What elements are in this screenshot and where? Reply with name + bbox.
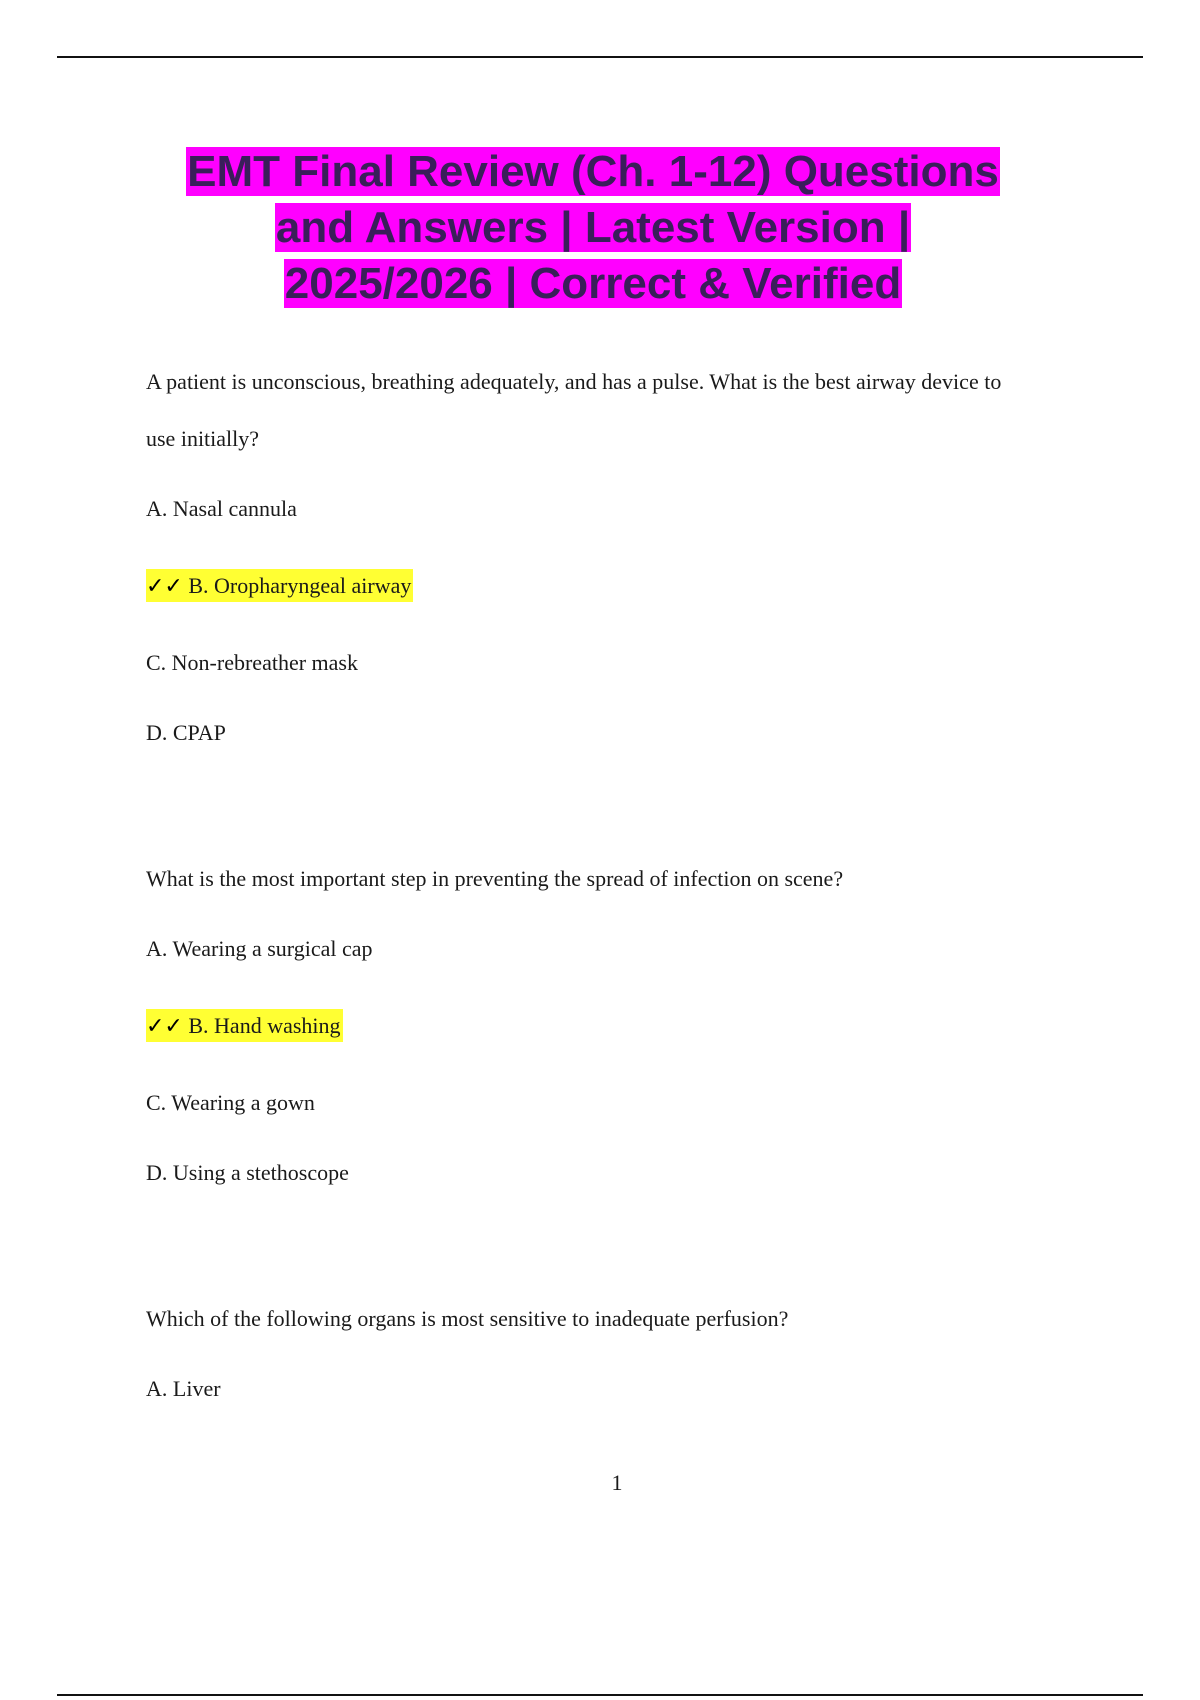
correct-answer-highlight — [146, 1009, 343, 1042]
question-prompt: A patient is unconscious, breathing adequately, and has a pulse. What is the best airway device to — [146, 369, 1002, 394]
correct-answer-highlight — [146, 569, 413, 602]
answer-option: C. Wearing a gown — [146, 1090, 315, 1115]
answer-option: A. Nasal cannula — [146, 496, 297, 521]
answer-option: D. CPAP — [146, 720, 226, 745]
answer-option-label: B. Oropharyngeal airway — [188, 573, 412, 598]
answer-option: C. Non-rebreather mask — [146, 650, 358, 675]
question-prompt: Which of the following organs is most sensitive to inadequate perfusion? — [146, 1306, 789, 1331]
question-prompt: What is the most important step in preventing the spread of infection on scene? — [146, 866, 844, 891]
answer-option-label: B. Hand washing — [188, 1013, 341, 1038]
title-line: EMT Final Review (Ch. 1-12) Questions — [187, 147, 999, 196]
title-line: 2025/2026 | Correct & Verified — [284, 259, 902, 308]
answer-option: A. Wearing a surgical cap — [146, 936, 373, 961]
answer-option-correct — [146, 572, 413, 601]
title-line: and Answers | Latest Version | — [275, 203, 911, 252]
answer-option: A. Liver — [146, 1376, 221, 1401]
document-title — [80, 144, 1106, 312]
answer-option: D. Using a stethoscope — [146, 1160, 349, 1185]
answer-option-correct — [146, 1012, 343, 1041]
question-prompt: use initially? — [146, 426, 260, 451]
double-check-icon: ✓✓ — [146, 574, 183, 599]
bottom-rule — [57, 1694, 1143, 1696]
page-number: 1 — [611, 1470, 623, 1495]
top-rule — [57, 56, 1143, 58]
double-check-icon: ✓✓ — [146, 1014, 183, 1039]
